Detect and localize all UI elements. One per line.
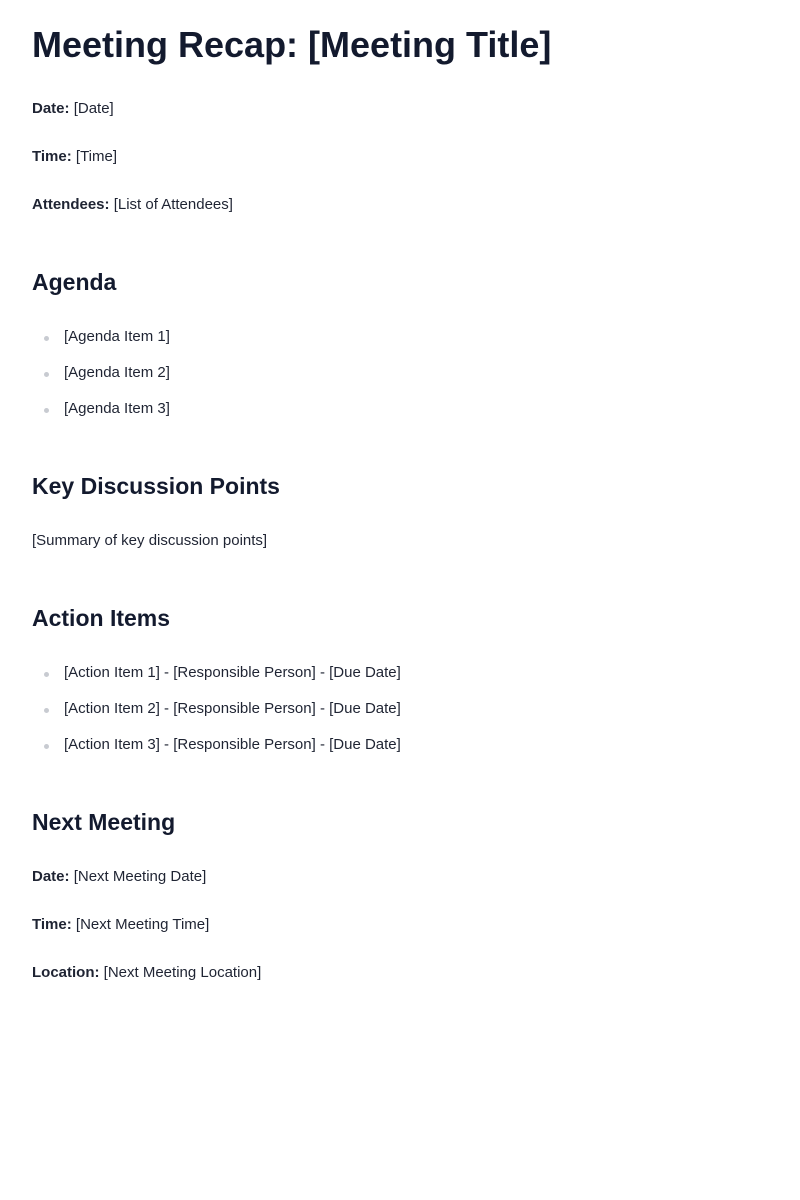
bullet-icon: [44, 708, 49, 713]
bullet-icon: [44, 408, 49, 413]
next-meeting-time-value: [Next Meeting Time]: [75, 916, 210, 933]
meta-date: [32, 100, 114, 117]
action-items-heading: Action Items: [32, 605, 171, 631]
meta-time-label: Time:: [32, 148, 72, 165]
action-item-text: [Action Item 3] - [Responsible Person] - [Due Date]: [64, 736, 401, 753]
next-meeting-heading: Next Meeting: [32, 809, 176, 835]
agenda-item-text: [Agenda Item 3]: [64, 400, 170, 417]
action-item-text: [Action Item 1] - [Responsible Person] - [Due Date]: [64, 664, 401, 681]
meta-time-value: [Time]: [75, 148, 118, 165]
agenda-heading: Agenda: [32, 269, 117, 295]
page-title: Meeting Recap: [Meeting Title]: [32, 24, 552, 65]
agenda-item-text: [Agenda Item 1]: [64, 328, 170, 345]
bullet-icon: [44, 672, 49, 677]
next-meeting-date-value: [Next Meeting Date]: [73, 868, 207, 885]
next-meeting-time: [32, 916, 209, 933]
meta-attendees-label: Attendees:: [32, 196, 110, 213]
next-meeting-location-label: Location:: [32, 964, 100, 981]
next-meeting-date-label: Date:: [32, 868, 70, 885]
bullet-icon: [44, 336, 49, 341]
bullet-icon: [44, 744, 49, 749]
meta-attendees: [32, 196, 233, 213]
meta-date-label: Date:: [32, 100, 70, 117]
discussion-heading: Key Discussion Points: [32, 473, 280, 499]
action-item-text: [Action Item 2] - [Responsible Person] - [Due Date]: [64, 700, 401, 717]
next-meeting-location-value: [Next Meeting Location]: [103, 964, 262, 981]
bullet-icon: [44, 372, 49, 377]
meta-attendees-value: [List of Attendees]: [113, 196, 233, 213]
discussion-summary: [Summary of key discussion points]: [32, 532, 268, 549]
meta-time: [32, 148, 117, 165]
next-meeting-date: [32, 868, 206, 885]
next-meeting-location: [32, 964, 261, 981]
next-meeting-time-label: Time:: [32, 916, 72, 933]
agenda-item-text: [Agenda Item 2]: [64, 364, 170, 381]
meta-date-value: [Date]: [73, 100, 114, 117]
